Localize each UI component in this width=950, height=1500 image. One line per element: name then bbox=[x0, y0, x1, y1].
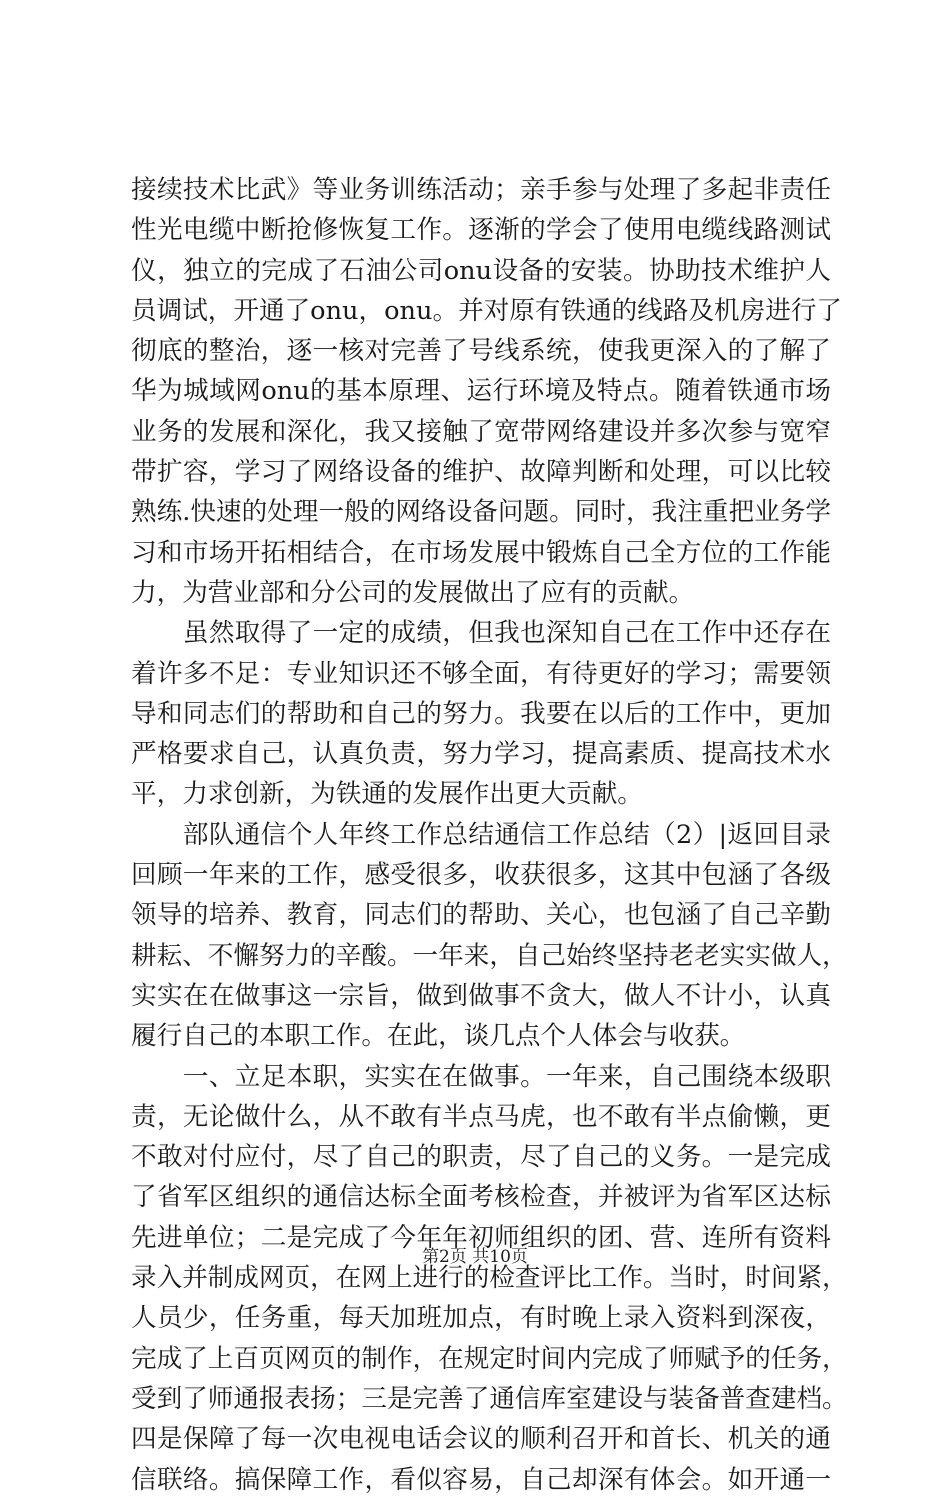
text-line: 实实在在做事这一宗旨，做到做事不贪大，做人不计小，认真 bbox=[131, 980, 831, 1011]
text-line: 先进单位；二是完成了今年年初师组织的团、营、连所有资料 bbox=[131, 1222, 831, 1253]
page-footer: 第2页 共10页 bbox=[422, 1247, 528, 1267]
text-line: 习和市场开拓相结合，在市场发展中锻炼自己全方位的工作能 bbox=[131, 537, 831, 568]
text-line: 严格要求自己，认真负责，努力学习，提高素质、提高技术水 bbox=[131, 739, 831, 770]
text-line: 业务的发展和深化，我又接触了宽带网络建设并多次参与宽窄 bbox=[131, 416, 831, 447]
text-line: 带扩容，学习了网络设备的维护、故障判断和处理，可以比较 bbox=[131, 457, 831, 488]
text-line: 责，无论做什么，从不敢有半点马虎，也不敢有半点偷懒，更 bbox=[131, 1101, 831, 1132]
text-line: 人员少，任务重，每天加班加点，有时晚上录入资料到深夜， bbox=[131, 1303, 831, 1334]
text-line: 耕耘、不懈努力的辛酸。一年来，自己始终坚持老老实实做人， bbox=[131, 940, 848, 971]
document-body bbox=[131, 170, 848, 1500]
text-line: 部队通信个人年终工作总结通信工作总结（2）|返回目录 bbox=[131, 819, 831, 850]
text-line: 力，为营业部和分公司的发展做出了应有的贡献。 bbox=[131, 577, 695, 608]
text-line: 熟练.快速的处理一般的网络设备问题。同时，我注重把业务学 bbox=[131, 497, 831, 528]
text-line: 员调试，开通了onu，onu。并对原有铁通的线路及机房进行了 bbox=[131, 295, 843, 326]
text-line: 不敢对付应付，尽了自己的职责，尽了自己的义务。一是完成 bbox=[131, 1142, 831, 1173]
text-line: 平，力求创新，为铁通的发展作出更大贡献。 bbox=[131, 779, 643, 810]
text-line: 领导的培养、教育，同志们的帮助、关心，也包涵了自己辛勤 bbox=[131, 900, 831, 931]
text-line: 了省军区组织的通信达标全面考核检查，并被评为省军区达标 bbox=[131, 1182, 831, 1213]
text-line: 受到了师通报表扬；三是完善了通信库室建设与装备普查建档。 bbox=[131, 1383, 848, 1414]
text-line: 性光电缆中断抢修恢复工作。逐渐的学会了使用电缆线路测试 bbox=[131, 215, 831, 246]
text-line: 接续技术比武》等业务训练活动；亲手参与处理了多起非责任 bbox=[131, 175, 831, 205]
text-line: 录入并制成网页，在网上进行的检查评比工作。当时，时间紧， bbox=[131, 1263, 848, 1294]
text-line: 华为城域网onu的基本原理、运行环境及特点。随着铁通市场 bbox=[131, 376, 831, 407]
text-line: 仪，独立的完成了石油公司onu设备的安装。协助技术维护人 bbox=[131, 255, 831, 286]
text-line: 彻底的整治，逐一核对完善了号线系统，使我更深入的了解了 bbox=[131, 336, 831, 367]
text-line: 四是保障了每一次电视电话会议的顺利召开和首长、机关的通 bbox=[131, 1424, 831, 1455]
text-line: 履行自己的本职工作。在此，谈几点个人体会与收获。 bbox=[131, 1021, 746, 1052]
text-line: 虽然取得了一定的成绩，但我也深知自己在工作中还存在 bbox=[131, 618, 831, 649]
text-line: 着许多不足：专业知识还不够全面，有待更好的学习；需要领 bbox=[131, 658, 831, 689]
text-line: 信联络。搞保障工作，看似容易，自己却深有体会。如开通一 bbox=[131, 1464, 831, 1495]
text-line: 回顾一年来的工作，感受很多，收获很多，这其中包涵了各级 bbox=[131, 860, 831, 891]
text-line: 一、立足本职，实实在在做事。一年来，自己围绕本级职 bbox=[131, 1061, 831, 1092]
text-line: 完成了上百页网页的制作，在规定时间内完成了师赋予的任务， bbox=[131, 1343, 848, 1374]
text-line: 导和同志们的帮助和自己的努力。我要在以后的工作中，更加 bbox=[131, 698, 831, 729]
